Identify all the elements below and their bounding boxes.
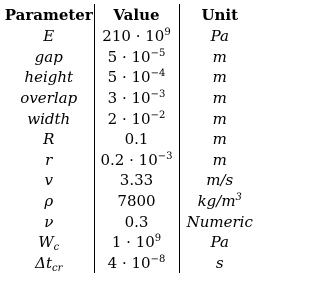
table-row xyxy=(4,129,260,150)
cell-value-text: 5 · 10 xyxy=(107,47,151,66)
cell-value-exponent: −8 xyxy=(150,253,166,265)
cell-parameter-text: gap xyxy=(34,47,63,66)
cell-value xyxy=(94,150,179,171)
cell-unit xyxy=(179,108,260,129)
cell-unit-text: s xyxy=(215,253,224,272)
table-row xyxy=(4,253,260,274)
cell-value xyxy=(94,211,179,232)
table-row xyxy=(4,232,260,253)
cell-parameter-text: ν xyxy=(44,212,54,231)
cell-unit xyxy=(179,253,260,274)
cell-parameter-subscript: cr xyxy=(51,262,63,274)
cell-parameter-text: height xyxy=(24,68,74,87)
cell-value xyxy=(94,129,179,150)
cell-unit-text: kg/m xyxy=(197,192,236,211)
cell-parameter-text: width xyxy=(27,109,71,128)
cell-value-exponent: 9 xyxy=(164,27,171,39)
header-row xyxy=(4,4,260,26)
cell-value-exponent: −3 xyxy=(157,150,173,162)
cell-unit xyxy=(179,150,260,171)
cell-value-text: 0.2 · 10 xyxy=(100,150,158,169)
cell-unit-text: m xyxy=(212,89,227,108)
parameter-table xyxy=(4,4,260,273)
cell-unit-text: m xyxy=(212,130,227,149)
cell-parameter-text: R xyxy=(43,130,55,149)
cell-parameter-text: r xyxy=(45,150,53,169)
cell-parameter xyxy=(4,88,94,109)
cell-value-exponent: −3 xyxy=(150,89,166,101)
table-row xyxy=(4,170,260,191)
cell-value-text: 2 · 10 xyxy=(107,109,151,128)
cell-unit xyxy=(179,129,260,150)
cell-value xyxy=(94,88,179,109)
cell-unit-text: m/s xyxy=(206,171,234,190)
cell-unit xyxy=(179,67,260,88)
header-unit: Unit xyxy=(201,6,239,24)
table-row xyxy=(4,88,260,109)
header-value: Value xyxy=(94,4,179,26)
cell-parameter xyxy=(4,108,94,129)
cell-value xyxy=(94,67,179,88)
cell-parameter xyxy=(4,232,94,253)
cell-unit xyxy=(179,191,260,212)
cell-parameter xyxy=(4,67,94,88)
cell-value-text: 3 · 10 xyxy=(107,89,151,108)
cell-value-text: 5 · 10 xyxy=(107,68,151,87)
cell-value xyxy=(94,108,179,129)
table-row xyxy=(4,150,260,171)
table-row xyxy=(4,67,260,88)
cell-unit-text: m xyxy=(212,109,227,128)
cell-value-text: 3.33 xyxy=(119,171,154,190)
cell-value xyxy=(94,191,179,212)
cell-parameter-text: ρ xyxy=(44,192,54,211)
cell-unit-text: m xyxy=(212,47,227,66)
cell-unit xyxy=(179,211,260,232)
table-body xyxy=(4,26,260,273)
table-row xyxy=(4,108,260,129)
cell-parameter xyxy=(4,26,94,47)
cell-parameter-text: W xyxy=(38,233,54,252)
cell-value xyxy=(94,26,179,47)
cell-unit xyxy=(179,88,260,109)
table-row xyxy=(4,47,260,68)
cell-value-text: 0.1 xyxy=(124,130,149,149)
cell-parameter-subscript: c xyxy=(53,242,60,254)
cell-unit-text: Pa xyxy=(210,233,229,252)
cell-value xyxy=(94,170,179,191)
cell-parameter xyxy=(4,253,94,274)
cell-parameter-text: v xyxy=(44,171,53,190)
cell-parameter xyxy=(4,150,94,171)
cell-value-text: 210 · 10 xyxy=(102,27,165,46)
cell-unit-text: Numeric xyxy=(186,212,253,231)
cell-value xyxy=(94,47,179,68)
cell-unit xyxy=(179,170,260,191)
cell-parameter-text: overlap xyxy=(20,89,78,108)
cell-parameter xyxy=(4,211,94,232)
cell-value-exponent: −4 xyxy=(150,68,166,80)
table-row xyxy=(4,191,260,212)
header-parameter: Parameter xyxy=(4,6,93,24)
cell-value-text: 7800 xyxy=(117,192,156,211)
cell-unit-text: m xyxy=(212,68,227,87)
cell-parameter xyxy=(4,191,94,212)
cell-parameter-text: Δt xyxy=(35,253,52,272)
cell-unit-exponent: 3 xyxy=(235,192,242,204)
cell-parameter xyxy=(4,170,94,191)
cell-value-exponent: 9 xyxy=(154,233,162,245)
cell-unit xyxy=(179,26,260,47)
cell-parameter xyxy=(4,47,94,68)
table-row xyxy=(4,26,260,47)
table-row xyxy=(4,211,260,232)
cell-value-text: 1 · 10 xyxy=(111,233,155,252)
cell-value-exponent: −2 xyxy=(150,109,166,121)
cell-unit-text: m xyxy=(212,150,227,169)
cell-value-text: 4 · 10 xyxy=(107,253,151,272)
cell-unit-text: Pa xyxy=(210,27,229,46)
cell-value xyxy=(94,253,179,274)
cell-parameter-text: E xyxy=(43,27,55,46)
cell-value-text: 0.3 xyxy=(124,212,149,231)
cell-unit xyxy=(179,232,260,253)
cell-value-exponent: −5 xyxy=(150,47,166,59)
cell-unit xyxy=(179,47,260,68)
cell-parameter xyxy=(4,129,94,150)
cell-value xyxy=(94,232,179,253)
